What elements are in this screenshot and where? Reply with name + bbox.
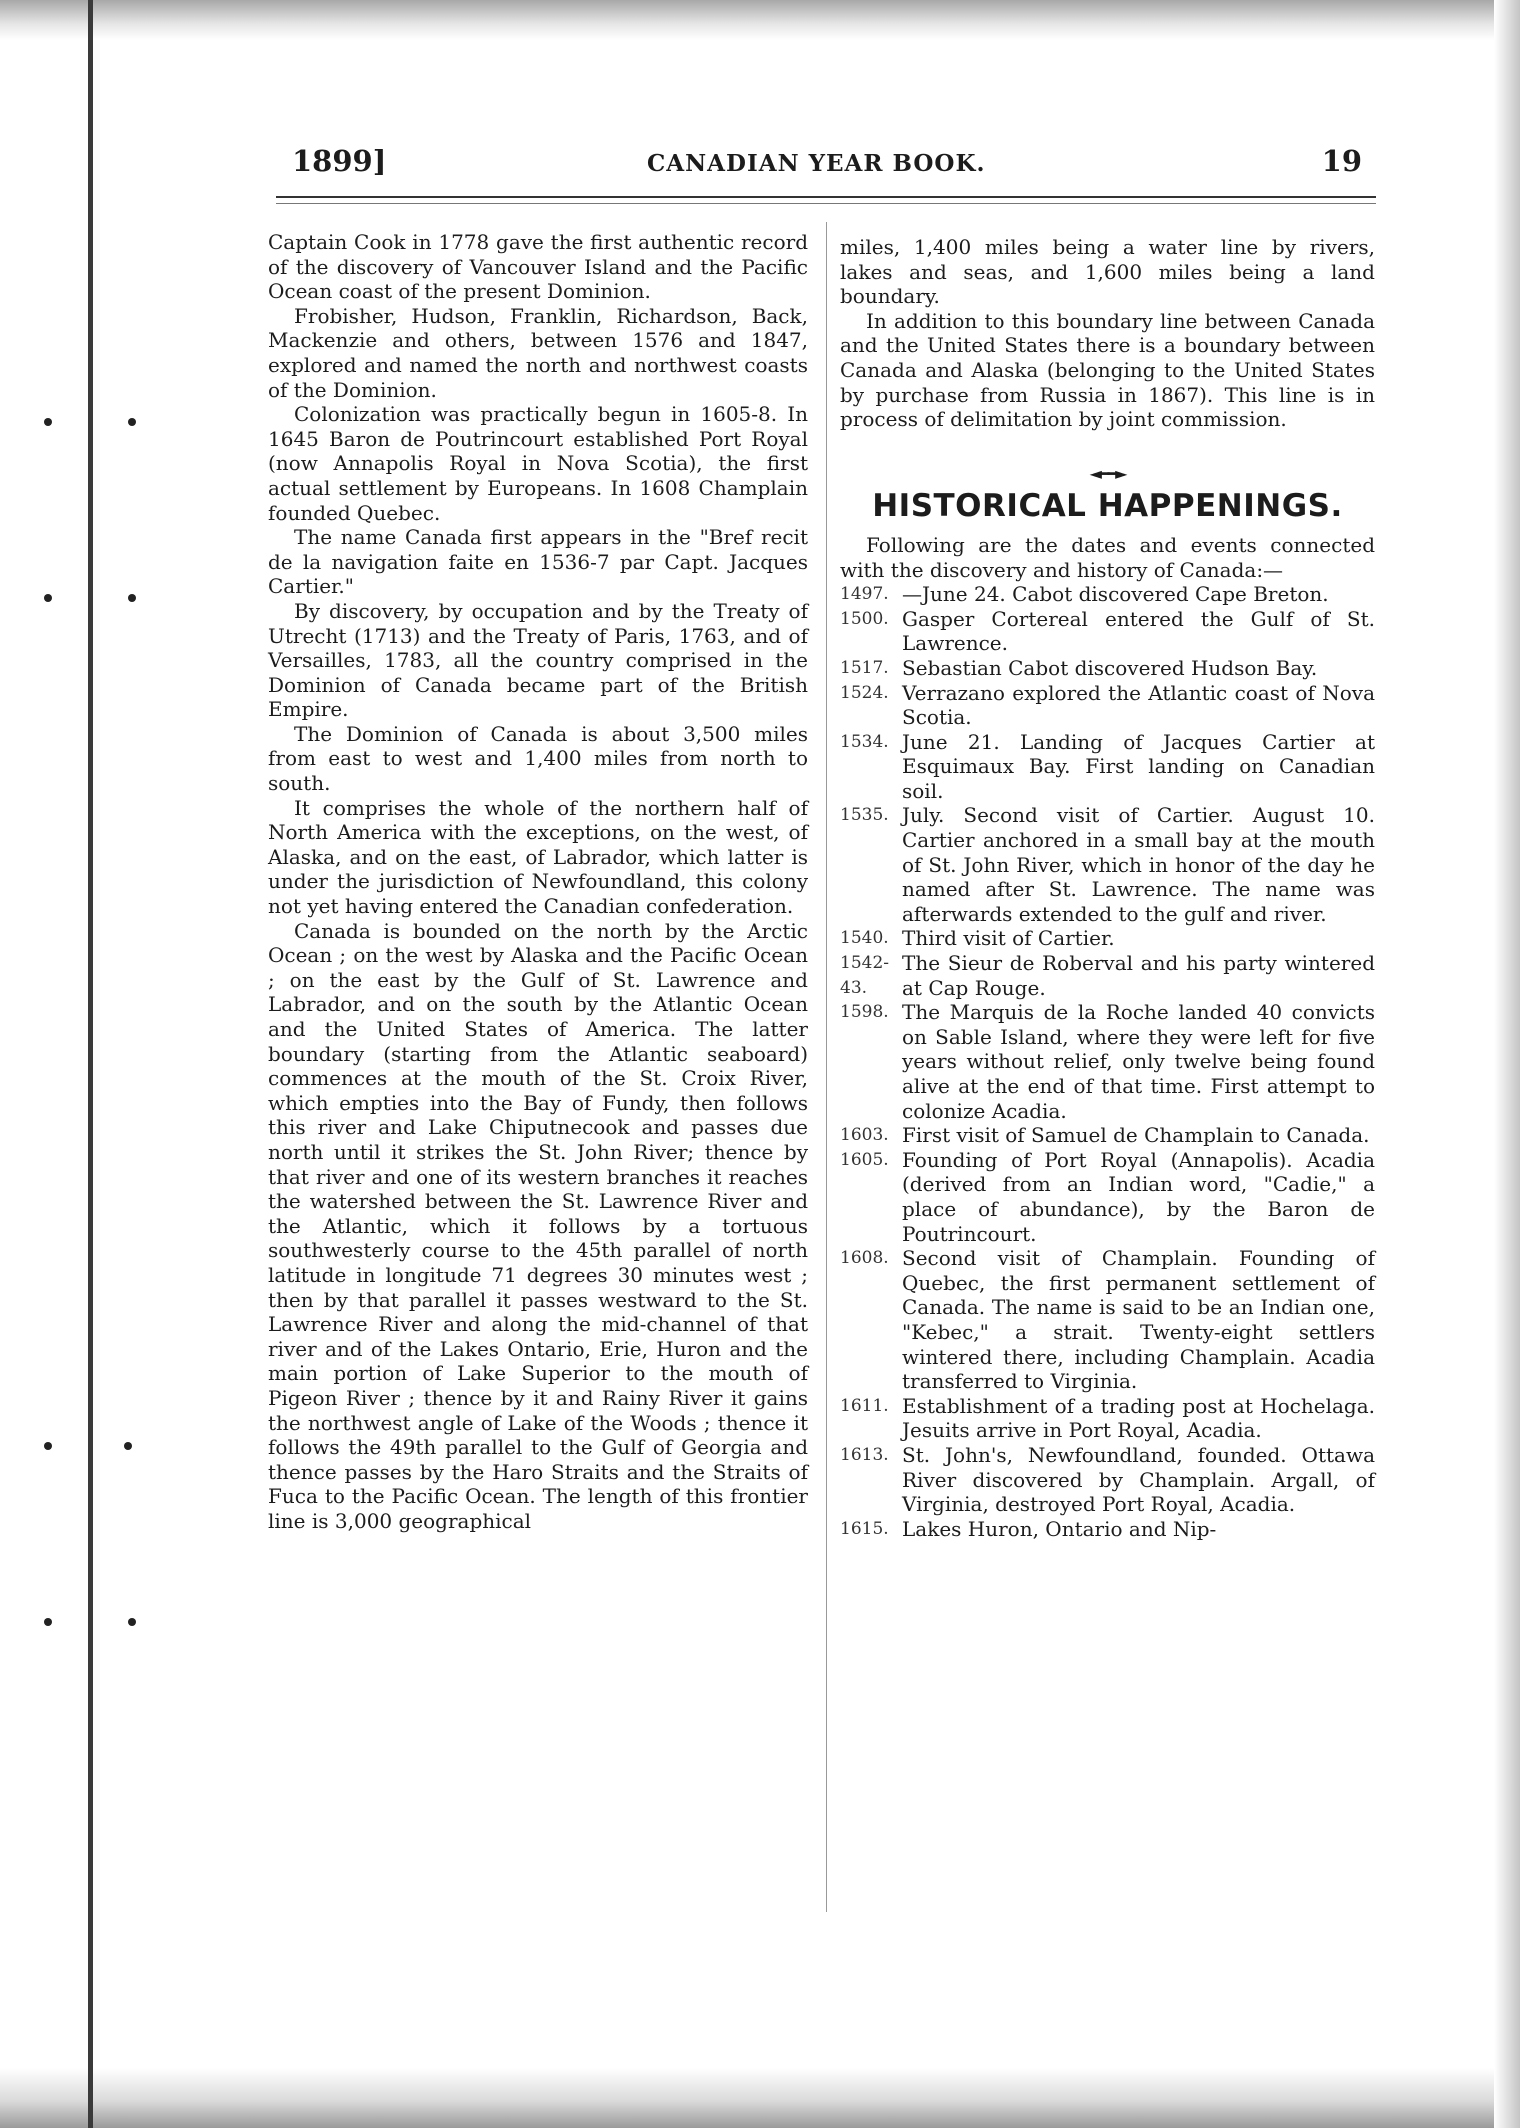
event-year: 1542-43. (840, 953, 890, 998)
event-year: 1613. (840, 1444, 889, 1465)
continued-paragraph: miles, 1,400 miles being a water line by rivers, lakes and seas, and 1,600 miles being a land boundary. (840, 235, 1375, 309)
binding-hole-mark (128, 1618, 136, 1626)
header-rule-thin (276, 203, 1376, 204)
event-year: 1611. (840, 1395, 889, 1416)
event-text: Gasper Cortereal entered the Gulf of St. Lawrence. (902, 606, 1375, 656)
paragraph: In addition to this boundary line between Canada and the United States there is a boundary between Canada and Alaska (belonging to the United States by purchase from Russia in 1867). This line is in process of delimitation by joint commission. (840, 308, 1375, 432)
paragraph: By discovery, by occupation and by the Treaty of Utrecht (1713) and the Treaty of Paris, 1763, and of Versailles, 1783, all the country comprised in the Dominion of Canada became part of the British Empire. (268, 598, 808, 722)
column-divider (826, 222, 827, 1912)
binding-hole-mark (124, 1442, 132, 1450)
event-entry (840, 582, 1375, 607)
event-entry (840, 951, 1375, 1000)
event-entry (840, 730, 1375, 804)
event-text: Verrazano explored the Atlantic coast of Nova Scotia. (902, 680, 1375, 730)
event-year: 1517. (840, 657, 889, 678)
right-column (840, 235, 1375, 1541)
event-entry (840, 803, 1375, 926)
event-year: 1608. (840, 1248, 889, 1269)
binding-hole-mark (44, 418, 52, 426)
event-entry (840, 1123, 1375, 1148)
binding-hole-mark (44, 594, 52, 602)
scan-border-left (88, 0, 93, 2128)
event-entry (840, 1394, 1375, 1443)
event-entry (840, 656, 1375, 681)
event-text: Establishment of a trading post at Hochelaga. Jesuits arrive in Port Royal, Acadia. (902, 1393, 1375, 1443)
section-intro: Following are the dates and events connected with the discovery and history of Canada:— (840, 532, 1375, 582)
binding-hole-mark (128, 418, 136, 426)
running-header (292, 140, 1362, 184)
section-ornament: ◄━━► (1089, 463, 1126, 483)
event-text: —June 24. Cabot discovered Cape Breton. (902, 582, 1329, 607)
event-list (840, 582, 1375, 1541)
event-text: Sebastian Cabot discovered Hudson Bay. (902, 655, 1318, 680)
event-text: The Marquis de la Roche landed 40 convicts on Sable Island, where they were left for five years without relief, only twelve being found alive at the end of that time. First attempt to colonize Acadia. (902, 1000, 1375, 1123)
event-year: 1500. (840, 608, 889, 629)
event-text: Lakes Huron, Ontario and Nip- (902, 1516, 1217, 1541)
event-year: 1524. (840, 682, 889, 703)
header-year: 1899] (292, 144, 387, 178)
scan-border-top (0, 0, 1520, 40)
event-year: 1615. (840, 1518, 889, 1539)
paragraph: Frobisher, Hudson, Franklin, Richardson, Back, Mackenzie and others, between 1576 and 1847, explored and named the north and northwest coasts of the Dominion. (268, 303, 808, 402)
event-year: 1598. (840, 1002, 889, 1023)
event-year: 1534. (840, 731, 889, 752)
event-entry (840, 1000, 1375, 1123)
event-text: Second visit of Champlain. Founding of Quebec, the first permanent settlement of Canada. The name is said to be an Indian one, "Kebec," a strait. Twenty-eight settlers wintered there, including Champlain. Acadia transferred to Virginia. (902, 1246, 1375, 1394)
binding-hole-mark (44, 1618, 52, 1626)
event-entry (840, 1443, 1375, 1517)
event-entry (840, 681, 1375, 730)
scan-border-right (1494, 0, 1520, 2128)
event-year: 1540. (840, 928, 889, 949)
binding-hole-mark (128, 594, 136, 602)
page-number: 19 (1321, 144, 1362, 178)
event-text: First visit of Samuel de Champlain to Canada. (902, 1123, 1370, 1148)
left-column (268, 230, 808, 1533)
event-text: June 21. Landing of Jacques Cartier at Esquimaux Bay. First landing on Canadian soil. (902, 729, 1375, 803)
event-year: 1603. (840, 1125, 889, 1146)
event-year: 1497. (840, 584, 889, 605)
section-heading: HISTORICAL HAPPENINGS. (872, 488, 1343, 525)
event-text: Third visit of Cartier. (902, 926, 1115, 951)
paragraph: Canada is bounded on the north by the Arctic Ocean ; on the west by Alaska and the Pacific Ocean ; on the east by the Gulf of St. Lawrence and Labrador, and on the south by the Atlantic Ocean and the United States of America. The latter boundary (starting from the Atlantic seaboard) commences at the mouth of the St. Croix River, which empties into the Bay of Fundy, then follows this river and Lake Chiputnecook and passes due north until it strikes the St. John River; thence by that river and one of its western branches it reaches the watershed between the St. Lawrence River and the Atlantic, which it follows by a tortuous southwesterly course to the 45th parallel of north latitude in longitude 71 degrees 30 minutes west ; then by that parallel it passes westward to the St. Lawrence River and along the mid-channel of that river and of the Lakes Ontario, Erie, Huron and the main portion of Lake Superior to the mouth of Pigeon River ; thence by it and Rainy River it gains the northwest angle of Lake of the Woods ; thence it follows the 49th parallel to the Gulf of Georgia and thence passes by the Haro Straits and the Straits of Fuca to the Pacific Ocean. The length of this frontier line is 3,000 geographical (268, 918, 808, 1533)
paragraph: Captain Cook in 1778 gave the first authentic record of the discovery of Vancouver Island and the Pacific Ocean coast of the present Dominion. (268, 230, 808, 304)
header-rule (276, 196, 1376, 198)
event-entry (840, 1246, 1375, 1394)
event-entry (840, 607, 1375, 656)
event-year: 1605. (840, 1149, 889, 1170)
event-entry (840, 1517, 1375, 1542)
paragraph: Colonization was practically begun in 1605-8. In 1645 Baron de Poutrincourt established Port Royal (now Annapolis Royal in Nova Scotia), the first actual settlement by Europeans. In 1608 Champlain founded Quebec. (268, 402, 808, 525)
event-text: July. Second visit of Cartier. August 10. Cartier anchored in a small bay at the mouth of St. John River, which in honor of the day he named after St. Lawrence. The name was afterwards extended to the gulf and river. (902, 803, 1375, 926)
paragraph: It comprises the whole of the northern half of North America with the exceptions, on the west, of Alaska, and on the east, of Labrador, which latter is under the jurisdiction of Newfoundland, this colony not yet having entered the Canadian confederation. (268, 795, 808, 919)
binding-hole-mark (44, 1442, 52, 1450)
header-title: CANADIAN YEAR BOOK. (647, 150, 986, 177)
event-entry (840, 926, 1375, 951)
event-year: 1535. (840, 805, 889, 826)
event-text: Founding of Port Royal (Annapolis). Acadia (derived from an Indian word, "Cadie," a place of abundance), by the Baron de Poutrincourt. (902, 1147, 1375, 1246)
paragraph: The name Canada first appears in the "Bref recit de la navigation faite en 1536-7 par Capt. Jacques Cartier." (268, 525, 808, 599)
event-text: The Sieur de Roberval and his party wintered at Cap Rouge. (902, 951, 1375, 1000)
event-entry (840, 1148, 1375, 1246)
scan-border-bottom (0, 2068, 1520, 2128)
event-text: St. John's, Newfoundland, founded. Ottawa River discovered by Champlain. Argall, of Virginia, destroyed Port Royal, Acadia. (902, 1442, 1375, 1517)
paragraph: The Dominion of Canada is about 3,500 miles from east to west and 1,400 miles from north to south. (268, 721, 808, 796)
